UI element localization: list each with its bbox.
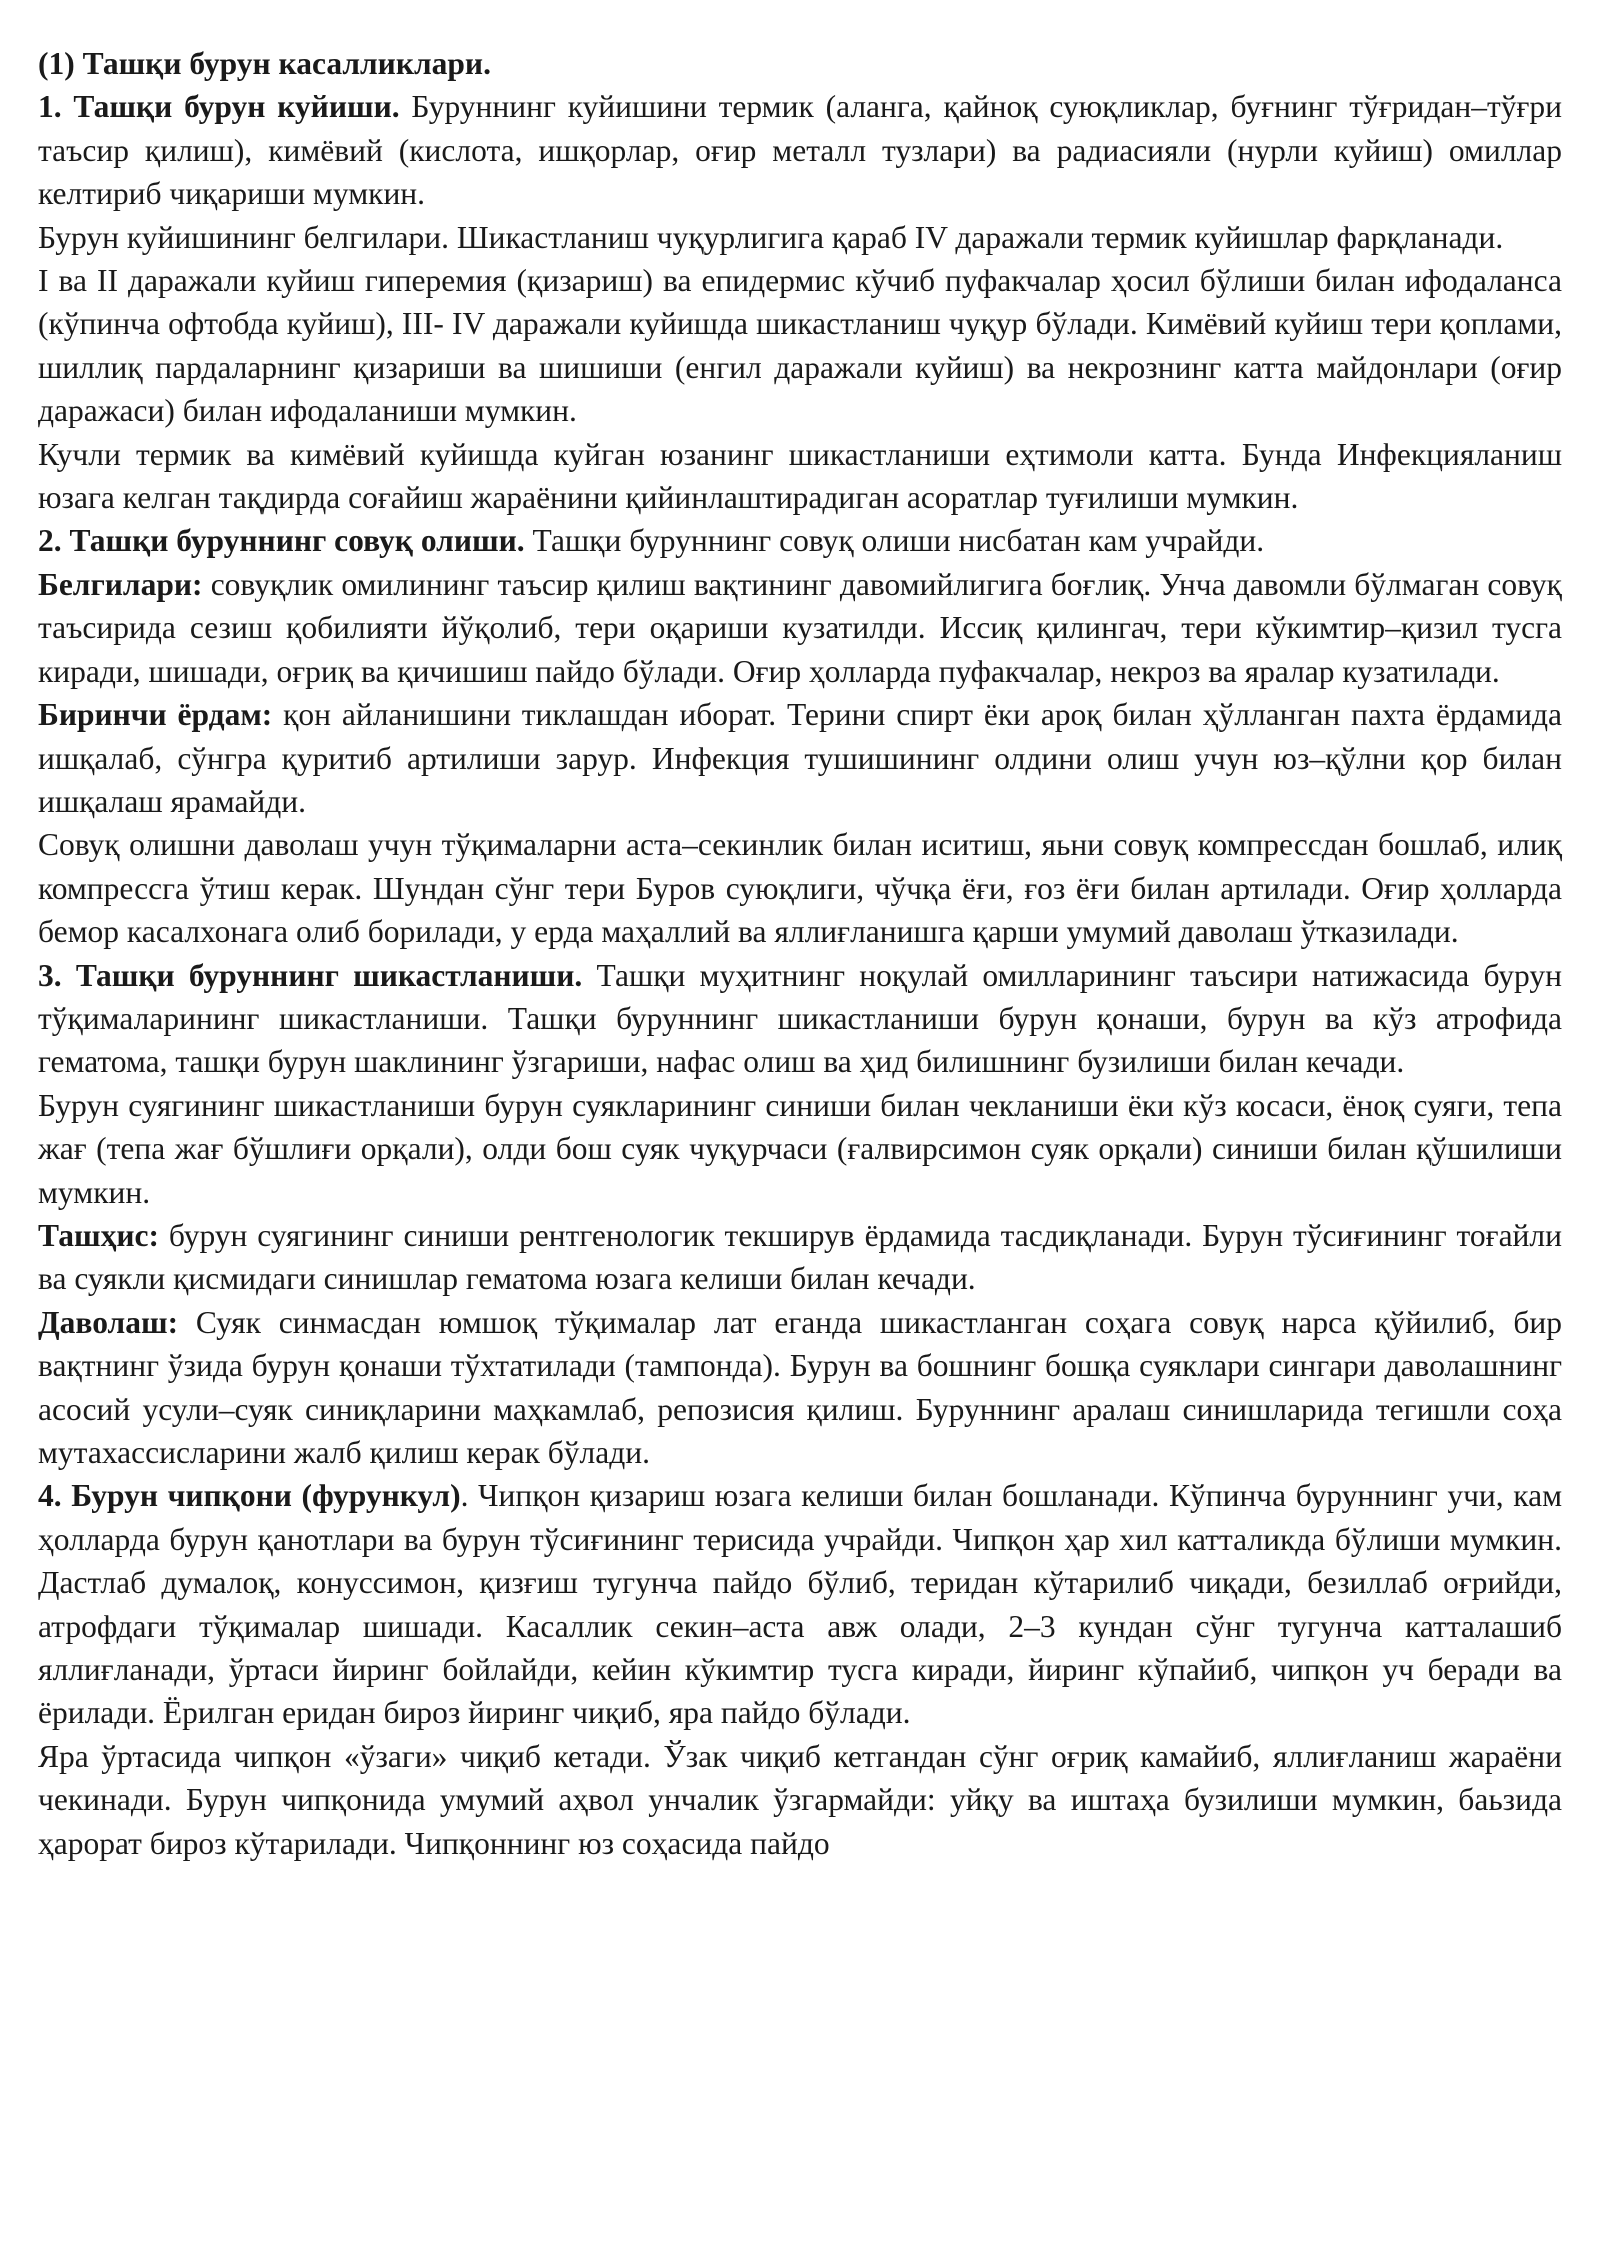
section-title: (1) Ташқи бурун касалликлари. — [38, 46, 491, 81]
paragraph-lead: 1. Ташқи бурун куйиши. — [38, 89, 400, 125]
paragraph-text: Суяк синмасдан юмшоқ тўқималар лат еганда шикастланган соҳага совуқ нарса қўйилиб, бир вақтнинг ўзида бурун қонаши тўхтатилади (тампонда). Бурун ва бошнинг бошқа суяклари сингари даволашнинг асосий усули–суяк синиқларини маҳкамлаб, репозисия қилиш. Буруннинг аралаш синишларида тегишли соҳа мутахассисларини жалб қилиш керак бўлади. — [38, 1304, 1562, 1470]
paragraph-8 — [38, 823, 1562, 953]
paragraph-10 — [38, 1084, 1562, 1214]
paragraph-lead: Белгилари: — [38, 566, 203, 602]
paragraph-text: I ва II даражали куйиш гиперемия (қизариш) ва епидермис кўчиб пуфакчалар ҳосил бўлиши билан ифодаланса (кўпинча офтобда куйиш), III- IV даражали куйишда шикастланиш чуқур бўлади. Кимёвий куйиш тери қоплами, шиллиқ пардаларнинг қизариши ва шишиши (енгил даражали куйиш) ва некрознинг катта майдонлари (оғир даражаси) билан ифодаланиши мумкин. — [38, 263, 1562, 429]
paragraph-lead: 2. Ташқи буруннинг совуқ олиши. — [38, 523, 525, 559]
paragraph-text: бурун суягининг синиши рентгенологик текширув ёрдамида тасдиқланади. Бурун тўсиғининг тоғайли ва суякли қисмидаги синишлар гематома юзага келиши билан кечади. — [38, 1217, 1562, 1297]
paragraph-text: Буруннинг куйишини термик (аланга, қайноқ суюқликлар, буғнинг тўғридан–тўғри таъсир қилиш), кимёвий (кислота, ишқорлар, оғир металл тузлари) ва радиасияли (нурли куйиш) омиллар келтириб чиқариши мумкин. — [38, 89, 1562, 212]
paragraph-lead: 3. Ташқи буруннинг шикастланиши. — [38, 957, 583, 993]
paragraph-1 — [38, 85, 1562, 215]
paragraph-text: Бурун суягининг шикастланиши бурун суякларининг синиши билан чекланиши ёки кўз косаси, ёноқ суяги, тепа жағ (тепа жағ бўшлиғи орқали), олди бош суяк чуқурчаси (ғалвирсимон суяк орқали) синиши билан қўшилиши мумкин. — [38, 1087, 1562, 1210]
paragraph-4 — [38, 433, 1562, 520]
paragraph-text: . Чипқон қизариш юзага келиши билан бошланади. Кўпинча буруннинг учи, кам ҳолларда бурун қанотлари ва бурун тўсиғининг терисида учрайди. Чипқон ҳар хил катталикда бўлиши мумкин. Дастлаб думалоқ, конуссимон, қизғиш тугунча пайдо бўлиб, теридан кўтарилиб чиқади, безиллаб оғрийди, атрофдаги тўқималар шишади. Касаллик секин–аста авж олади, 2–3 кундан сўнг тугунча катталашиб яллиғланади, ўртаси йиринг бойлайди, кейин кўкимтир тусга киради, йиринг кўпайиб, чипқон уч беради ва ёрилади. Ёрилган еридан бироз йиринг чиқиб, яра пайдо бўлади. — [38, 1478, 1563, 1731]
paragraph-9 — [38, 954, 1562, 1084]
paragraph-text: совуқлик омилининг таъсир қилиш вақтининг давомийлигига боғлиқ. Унча давомли бўлмаган совуқ таъсирида сезиш қобилияти йўқолиб, тери оқариши кузатилди. Иссиқ қилингач, тери кўкимтир–қизил тусга киради, шишади, оғриқ ва қичишиш пайдо бўлади. Оғир ҳолларда пуфакчалар, некроз ва яралар кузатилади. — [38, 566, 1562, 689]
paragraph-14 — [38, 1735, 1562, 1865]
document-page — [38, 42, 1562, 1865]
paragraph-text: Ташқи муҳитнинг ноқулай омилларининг таъсири натижасида бурун тўқималарининг шикастланиши. Ташқи буруннинг шикастланиши бурун қонаши, бурун ва кўз атрофида гематома, ташқи бурун шаклининг ўзгариши, нафас олиш ва ҳид билишнинг бузилиши билан кечади. — [38, 957, 1562, 1080]
paragraph-13 — [38, 1474, 1562, 1734]
paragraph-text: Бурун куйишининг белгилари. Шикастланиш чуқурлигига қараб IV даражали термик куйишлар фарқланади. — [38, 219, 1504, 255]
paragraph-5 — [38, 519, 1562, 562]
paragraph-text: Кучли термик ва кимёвий куйишда куйган юзанинг шикастланиши еҳтимоли катта. Бунда Инфекцияланиш юзага келган тақдирда соғайиш жараёнини қийинлаштирадиган асоратлар туғилиши мумкин. — [38, 436, 1562, 516]
paragraph-text: Ташқи буруннинг совуқ олиши нисбатан кам учрайди. — [524, 523, 1265, 559]
paragraph-6 — [38, 563, 1562, 693]
paragraph-7 — [38, 693, 1562, 823]
paragraph-2 — [38, 216, 1562, 259]
paragraph-text: Совуқ олишни даволаш учун тўқималарни аста–секинлик билан иситиш, яьни совуқ компрессдан бошлаб, илиқ компрессга ўтиш керак. Шундан сўнг тери Буров суюқлиги, чўчқа ёғи, ғоз ёғи билан артилади. Оғир ҳолларда бемор касалхонага олиб борилади, у ерда маҳаллий ва яллиғланишга қарши умумий даволаш ўтказилади. — [38, 827, 1562, 950]
paragraph-12 — [38, 1301, 1562, 1475]
paragraph-lead: 4. Бурун чипқони (фурункул) — [38, 1478, 461, 1514]
paragraph-text: қон айланишини тиклашдан иборат. Терини спирт ёки ароқ билан ҳўлланган пахта ёрдамида ишқалаб, сўнгра қуритиб артилиши зарур. Инфекция тушишининг олдини олиш учун юз–қўлни қор билан ишқалаш ярамайди. — [38, 697, 1562, 819]
paragraph-lead: Биринчи ёрдам: — [38, 697, 273, 733]
paragraph-lead: Ташҳис: — [38, 1217, 159, 1253]
paragraph-3 — [38, 259, 1562, 433]
paragraph-11 — [38, 1214, 1562, 1301]
paragraph-text: Яра ўртасида чипқон «ўзаги» чиқиб кетади. Ўзак чиқиб кетгандан сўнг оғриқ камайиб, яллиғланиш жараёни чекинади. Бурун чипқонида умумий аҳвол унчалик ўзгармайди: уйқу ва иштаҳа бузилиши мумкин, баьзида ҳарорат бироз кўтарилади. Чипқоннинг юз соҳасида пайдо — [38, 1738, 1562, 1861]
paragraph-lead: Даволаш: — [38, 1304, 179, 1340]
